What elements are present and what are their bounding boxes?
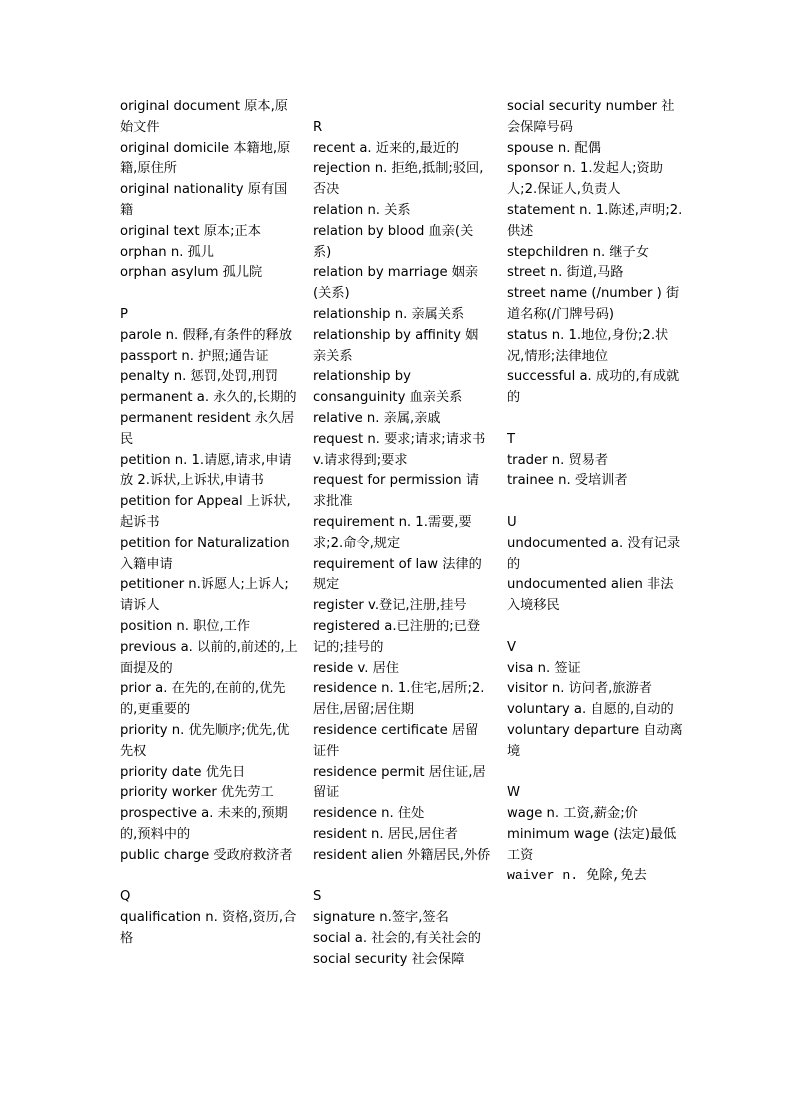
section-letter: Q <box>120 889 131 905</box>
glossary-entry: orphan n. 孤儿 <box>120 244 214 260</box>
glossary-entry: minimum wage (法定)最低工资 <box>507 826 677 863</box>
section-gap <box>507 763 685 784</box>
glossary-entry: relation n. 关系 <box>313 202 411 218</box>
glossary-entry: resident n. 居民,居住者 <box>313 826 458 842</box>
section-gap <box>507 617 685 638</box>
glossary-entry: priority worker 优先劳工 <box>120 785 274 801</box>
section-letter: S <box>313 889 322 905</box>
section-gap <box>313 866 491 887</box>
glossary-entry: rejection n. 拒绝,抵制;驳回,否决 <box>313 161 484 198</box>
glossary-entry: sponsor n. 1.发起人;资助人;2.保证人,负责人 <box>507 161 663 198</box>
glossary-entry: undocumented a. 没有记录的 <box>507 535 681 572</box>
glossary-entry: wage n. 工资,薪金;价 <box>507 806 638 822</box>
glossary-entry: prospective a. 未来的,预期的,预料中的 <box>120 806 288 842</box>
section-gap <box>313 97 491 118</box>
glossary-entry: priority n. 优先顺序;优先,优先权 <box>120 722 290 759</box>
glossary-entry: original text 原本;正本 <box>120 223 261 239</box>
glossary-entry: trainee n. 受培训者 <box>507 473 628 489</box>
glossary-entry: parole n. 假释,有条件的释放 <box>120 327 293 343</box>
glossary-entry: qualification n. 资格,资历,合格 <box>120 910 297 946</box>
section-letter: P <box>120 306 128 322</box>
glossary-entry: residence permit 居住证,居留证 <box>313 764 486 801</box>
glossary-entry: registered a.已注册的;已登记的;挂号的 <box>313 618 481 655</box>
glossary-column-2 <box>313 97 491 970</box>
glossary-entry: prior a. 在先的,在前的,优先的,更重要的 <box>120 681 286 718</box>
glossary-entry: requirement n. 1.需要,要求;2.命令,规定 <box>313 514 472 551</box>
section-gap <box>507 409 685 430</box>
glossary-entry: residence n. 住处 <box>313 806 425 822</box>
glossary-entry: relation by blood 血亲(关系) <box>313 223 474 260</box>
glossary-entry: original nationality 原有国籍 <box>120 182 288 218</box>
glossary-entry: social security number 社会保障号码 <box>507 99 675 135</box>
section-letter: T <box>507 431 516 447</box>
glossary-entry: original domicile 本籍地,原籍,原住所 <box>120 140 291 177</box>
glossary-entry: voluntary departure 自动离境 <box>507 722 683 759</box>
glossary-entry: petitioner n.诉愿人;上诉人;请诉人 <box>120 577 289 614</box>
glossary-entry: signature n.签字,签名 <box>313 910 449 926</box>
glossary-entry: petition for Appeal 上诉状,起诉书 <box>120 494 291 530</box>
glossary-entry: visitor n. 访问者,旅游者 <box>507 681 652 697</box>
glossary-entry: petition n. 1.请愿,请求,申请放 2.诉状,上诉状,申请书 <box>120 452 292 489</box>
glossary-entry: relationship n. 亲属关系 <box>313 306 465 322</box>
section-letter: V <box>507 639 517 655</box>
glossary-entry: spouse n. 配偶 <box>507 140 601 156</box>
glossary-entry: previous a. 以前的,前述的,上面提及的 <box>120 639 298 676</box>
glossary-entry: position n. 职位,工作 <box>120 618 251 634</box>
section-gap <box>120 866 298 887</box>
glossary-entry: requirement of law 法律的规定 <box>313 556 482 593</box>
glossary-column-3 <box>507 97 685 887</box>
section-letter: W <box>507 785 521 801</box>
glossary-entry: penalty n. 惩罚,处罚,刑罚 <box>120 369 279 385</box>
glossary-entry: residence n. 1.住宅,居所;2.居住,居留;居住期 <box>313 681 485 718</box>
glossary-entry: relationship by consanguinity 血亲关系 <box>313 369 463 406</box>
section-letter: R <box>313 119 323 135</box>
glossary-entry: street name (/number ) 街道名称(/门牌号码) <box>507 286 680 322</box>
glossary-entry: waiver n. 免除,免去 <box>507 868 647 884</box>
glossary-entry: public charge 受政府救济者 <box>120 847 293 863</box>
glossary-entry: relation by marriage 姻亲(关系) <box>313 265 479 302</box>
glossary-entry: petition for Naturalization 入籍申请 <box>120 535 290 572</box>
glossary-entry: trader n. 贸易者 <box>507 452 609 468</box>
glossary-entry: relationship by affinity 姻亲关系 <box>313 327 479 364</box>
glossary-entry: priority date 优先日 <box>120 764 246 780</box>
glossary-entry: status n. 1.地位,身份;2.状况,情形;法律地位 <box>507 327 669 364</box>
glossary-entry: request for permission 请求批准 <box>313 473 480 510</box>
glossary-entry: street n. 街道,马路 <box>507 265 624 281</box>
glossary-entry: request n. 要求;请求;请求书 v.请求得到;要求 <box>313 431 486 468</box>
glossary-entry: residence certificate 居留证件 <box>313 722 479 759</box>
glossary-entry: undocumented alien 非法入境移民 <box>507 577 674 614</box>
glossary-entry: register v.登记,注册,挂号 <box>313 598 467 614</box>
glossary-entry: recent a. 近来的,最近的 <box>313 140 460 156</box>
glossary-entry: visa n. 签证 <box>507 660 581 676</box>
section-gap <box>120 284 298 305</box>
glossary-entry: orphan asylum 孤儿院 <box>120 265 263 281</box>
section-gap <box>507 492 685 513</box>
glossary-entry: voluntary a. 自愿的,自动的 <box>507 702 674 718</box>
glossary-entry: permanent resident 永久居民 <box>120 410 295 447</box>
glossary-entry: successful a. 成功的,有成就的 <box>507 369 680 406</box>
glossary-entry: social security 社会保障 <box>313 951 465 967</box>
glossary-entry: permanent a. 永久的,长期的 <box>120 390 297 406</box>
glossary-entry: social a. 社会的,有关社会的 <box>313 930 481 946</box>
glossary-entry: reside v. 居住 <box>313 660 399 676</box>
glossary-entry: resident alien 外籍居民,外侨 <box>313 847 491 863</box>
glossary-entry: passport n. 护照;通告证 <box>120 348 269 364</box>
section-letter: U <box>507 514 517 530</box>
glossary-entry: statement n. 1.陈述,声明;2.供述 <box>507 202 683 239</box>
glossary-entry: relative n. 亲属,亲戚 <box>313 410 441 426</box>
glossary-column-1 <box>120 97 298 950</box>
glossary-entry: original document 原本,原始文件 <box>120 99 288 135</box>
glossary-entry: stepchildren n. 继子女 <box>507 244 649 260</box>
